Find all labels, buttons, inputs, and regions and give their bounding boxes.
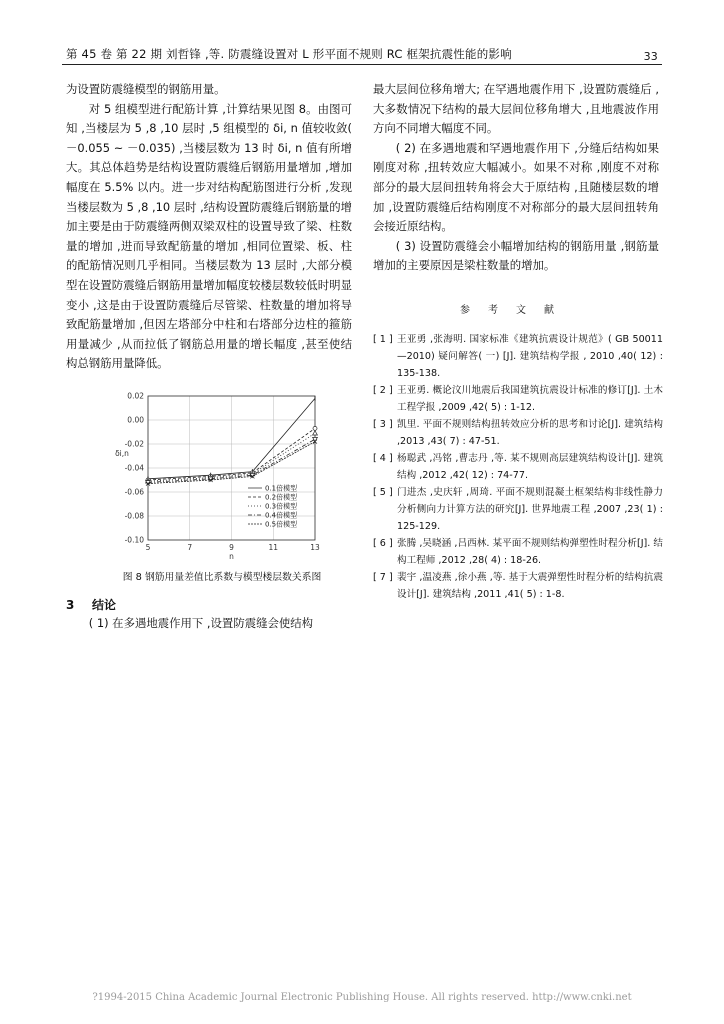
y-tick-label: -0.02	[124, 439, 144, 449]
reference-item	[373, 450, 663, 484]
references-list	[373, 331, 663, 603]
paragraph: ( 2) 在多遇地震和罕遇地震作用下 ,分缝后结构如果刚度对称 ,扭转效应大幅减小。如果不对称 ,刚度不对称部分的最大层间扭转角将会大于原结构 ,且随楼层数的增加 ,设置防震缝后结构刚度不对称部分的最大层间扭转角会接近原结构。	[373, 140, 659, 234]
copyright-footer: ?1994-2015 China Academic Journal Electronic Publishing House. All rights reserved. http://www.cnki.net	[92, 992, 632, 1003]
paragraph: 为设置防震缝模型的钢筋用量。	[66, 82, 226, 96]
y-tick-label: -0.08	[124, 511, 144, 521]
x-tick-label: 7	[187, 543, 193, 552]
y-tick-label: -0.10	[124, 535, 144, 545]
legend-label: 0.2倍模型	[265, 493, 298, 502]
page-number: 33	[643, 50, 658, 63]
y-tick-label: -0.06	[124, 487, 144, 497]
legend-label: 0.5倍模型	[265, 520, 298, 529]
reference-number: [ 5 ]	[373, 487, 393, 498]
legend-label: 0.3倍模型	[265, 502, 298, 511]
running-header	[62, 42, 662, 64]
header-rule	[62, 64, 662, 65]
x-axis-label: n	[229, 552, 234, 561]
reference-text: 门进杰 ,史庆轩 ,周琦. 平面不规则混凝土框架结构非线性静力分析侧向力计算方法的研究[J]. 世界地震工程 ,2007 ,23( 1) : 125-129.	[397, 487, 663, 532]
reference-item	[373, 382, 663, 416]
y-tick-label: -0.04	[124, 463, 144, 473]
reference-text: 裴宇 ,温凌燕 ,徐小燕 ,等. 基于大震弹塑性时程分析的结构抗震设计[J]. 建筑结构 ,2011 ,41( 5) : 1-8.	[397, 572, 663, 600]
reference-number: [ 3 ]	[373, 419, 393, 430]
reference-item	[373, 569, 663, 603]
reference-text: 杨聪武 ,冯铭 ,曹志丹 ,等. 某不规则高层建筑结构设计[J]. 建筑结构 ,2012 ,42( 12) : 74-77.	[397, 453, 663, 481]
references-title: 参考文献	[460, 305, 572, 316]
paragraph: 对 5 组模型进行配筋计算 ,计算结果见图 8。由图可知 ,当楼层为 5 ,8 ,10 层时 ,5 组模型的 δi, n 值较收敛( －0.055 ~ －0.035) ,当楼层数为 13 时 δi, n 值有所增大。其总体趋势是结构设置防震缝后钢筋用量增加 ,增加幅度在 5.5% 以内。进一步对结构配筋图进行分析 ,发现当楼层数为 5 ,8 ,10 层时 ,结构设置防震缝后钢筋量的增加主要是由于防震缝两侧双梁双柱的设置导致了梁、柱数量的增加 ,进而导致配筋量的增加 ,相同位置梁、板、柱的配筋情况则几乎相同。当楼层数为 13 层时 ,大部分模型在设置防震缝后钢筋用量增加幅度较楼层数较低时明显变小 ,这是由于设置防震缝后尽管梁、柱数量的增加将导致配筋量增加 ,但因左塔部分中柱和右塔部分边柱的箍筋用量减少 ,从而拉低了钢筋总用量的增长幅度 ,甚至使结构总钢筋用量降低。	[66, 101, 352, 371]
paragraph: ( 3) 设置防震缝会小幅增加结构的钢筋用量 ,钢筋量增加的主要原因是梁柱数量的增加。	[373, 238, 659, 273]
running-title: 第 45 卷 第 22 期 刘哲锋 ,等. 防震缝设置对 L 形平面不规则 RC 框架抗震性能的影响	[66, 47, 512, 61]
reference-text: 张腾 ,吴晓涵 ,吕西林. 某平面不规则结构弹塑性时程分析[J]. 结构工程师 ,2012 ,28( 4) : 18-26.	[397, 538, 663, 566]
section-title: 结论	[92, 598, 117, 612]
y-tick-label: 0.00	[127, 415, 144, 425]
x-tick-label: 9	[229, 543, 234, 552]
reference-number: [ 7 ]	[373, 572, 393, 583]
reference-number: [ 6 ]	[373, 538, 393, 549]
figure-8-chart	[100, 390, 350, 566]
reference-item	[373, 484, 663, 535]
reference-text: 凯里. 平面不规则结构扭转效应分析的思考和讨论[J]. 建筑结构 ,2013 ,43( 7) : 47-51.	[397, 419, 663, 447]
paragraph: 最大层间位移角增大; 在罕遇地震作用下 ,设置防震缝后 ,大多数情况下结构的最大层间位移角增大 ,且地震波作用方向不同增大幅度不同。	[373, 82, 659, 136]
x-tick-label: 5	[145, 543, 151, 552]
reference-number: [ 1 ]	[373, 334, 393, 345]
y-axis-label: δi,n	[115, 449, 129, 458]
right-column	[373, 80, 659, 276]
reference-text: 王亚勇. 概论汶川地震后我国建筑抗震设计标准的修订[J]. 土木工程学报 ,2009 ,42( 5) : 1-12.	[397, 385, 663, 413]
section-number: 3	[66, 598, 75, 612]
x-tick-label: 13	[310, 543, 320, 552]
y-tick-label: 0.02	[127, 391, 144, 401]
conclusion-item-1: ( 1) 在多遇地震作用下 ,设置防震缝会使结构	[88, 616, 314, 630]
legend-label: 0.1倍模型	[265, 484, 298, 493]
reference-number: [ 4 ]	[373, 453, 393, 464]
section-heading	[66, 596, 116, 613]
left-column	[66, 80, 352, 374]
figure-caption: 图 8 钢筋用量差值比系数与模型楼层数关系图	[122, 572, 322, 583]
reference-item	[373, 535, 663, 569]
reference-item	[373, 416, 663, 450]
chart-svg	[100, 390, 350, 566]
reference-number: [ 2 ]	[373, 385, 393, 396]
legend-label: 0.4倍模型	[265, 511, 298, 520]
reference-item	[373, 331, 663, 382]
data-point	[313, 426, 317, 430]
data-point	[313, 431, 318, 435]
x-tick-label: 11	[268, 543, 279, 552]
reference-text: 王亚勇 ,张海明. 国家标准《建筑抗震设计规范》( GB 50011—2010) 疑问解答( 一) [J]. 建筑结构学报 , 2010 ,40( 12) : 135-138.	[397, 334, 663, 379]
